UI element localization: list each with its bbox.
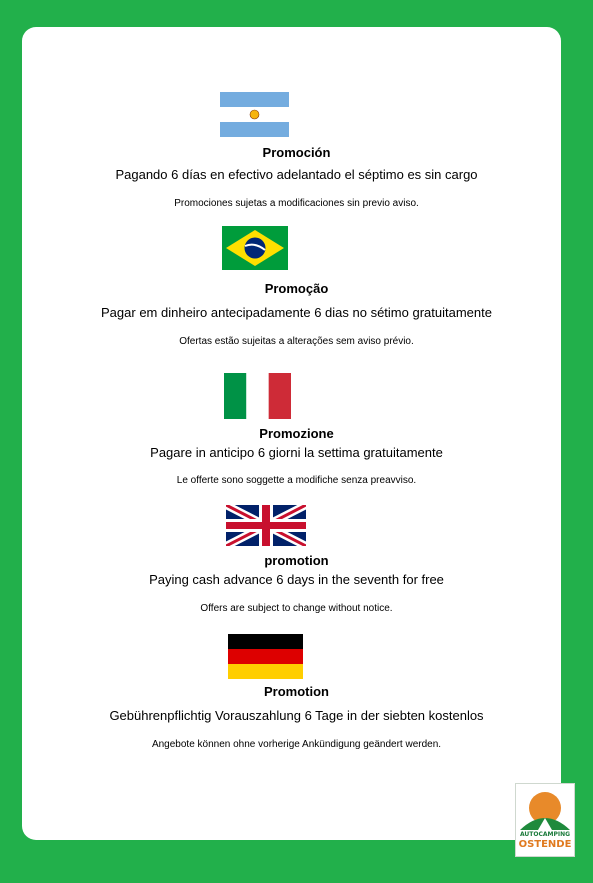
main-text-pt: Pagar em dinheiro antecipadamente 6 dias no sétimo gratuitamente [101, 305, 492, 320]
section-title-it: Promozione [259, 426, 334, 441]
argentina-flag-icon [220, 92, 289, 137]
brazil-flag-icon [222, 226, 288, 270]
note-pt: Ofertas estão sujeitas a alterações sem aviso prévio. [179, 336, 414, 347]
germany-flag-icon [228, 634, 303, 679]
note-es: Promociones sujetas a modificaciones sin previo aviso. [174, 198, 419, 209]
note-it: Le offerte sono soggette a modifiche senza preavviso. [176, 475, 417, 486]
logo-line2: OSTENDE [518, 839, 572, 850]
logo-line1: AUTOCAMPING [519, 831, 571, 838]
sun-over-hill-logo-icon [516, 784, 574, 832]
note-en: Offers are subject to change without notice. [200, 603, 393, 614]
uk-flag-icon [226, 505, 306, 546]
section-title-de: Promotion [264, 684, 329, 699]
section-title-es: Promoción [262, 145, 331, 160]
autocamping-ostende-logo [515, 783, 575, 857]
section-title-en: promotion [264, 553, 329, 568]
main-text-de: Gebührenpflichtig Vorauszahlung 6 Tage in der siebten kostenlos [109, 708, 484, 723]
main-text-en: Paying cash advance 6 days in the seventh for free [149, 572, 444, 587]
section-title-pt: Promoção [264, 281, 329, 296]
main-text-it: Pagare in anticipo 6 giorni la settima gratuitamente [150, 445, 443, 460]
note-de: Angebote können ohne vorherige Ankündigung geändert werden. [151, 739, 442, 750]
italy-flag-icon [224, 373, 291, 419]
main-text-es: Pagando 6 días en efectivo adelantado el séptimo es sin cargo [115, 167, 478, 182]
